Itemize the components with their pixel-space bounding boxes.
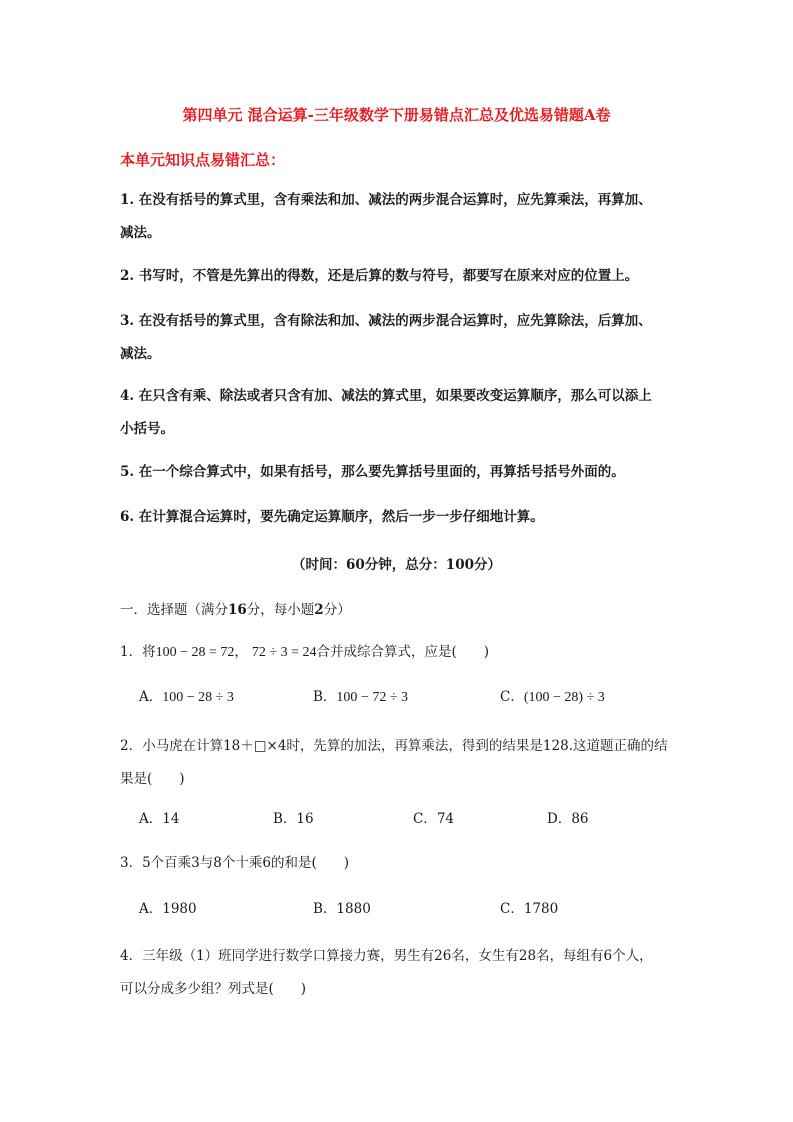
option-label: C． (413, 811, 437, 827)
exam-info: （时间：60分钟，总分：100分） (292, 557, 501, 573)
option-c[interactable] (500, 685, 605, 706)
rule-item (120, 380, 680, 446)
rule-item (120, 184, 680, 250)
option-a[interactable] (139, 685, 234, 706)
question-2 (120, 730, 680, 796)
section-prefix: 一．选择题（满分 (120, 602, 228, 618)
question-text: 4．三年级（1）班同学进行数学口算接力赛，男生有26名，女生有28名，每组有6个人， (120, 948, 653, 964)
option-a[interactable] (139, 807, 179, 827)
question-text: 果是( ) (120, 771, 185, 787)
rule-line: 3. 在没有括号的算式里，含有除法和加、减法的两步混合运算时，应先算除法，后算加、 (120, 313, 652, 329)
option-value: 16 (296, 811, 314, 827)
option-c[interactable] (500, 897, 558, 917)
question-4 (120, 940, 680, 1006)
separator: ， (234, 644, 248, 660)
rule-line: 减法。 (120, 346, 161, 362)
question-text: 合并成综合算式，应是( ) (316, 644, 490, 660)
document-title: 第四单元 混合运算-三年级数学下册易错点汇总及优选易错题A卷 (182, 106, 611, 124)
question-3 (120, 851, 349, 871)
option-value: 86 (571, 811, 589, 827)
option-label: D． (547, 811, 572, 827)
option-a[interactable] (139, 897, 197, 917)
option-label: B． (313, 689, 337, 705)
option-d[interactable] (547, 807, 589, 827)
option-label: A． (139, 689, 163, 705)
option-value: 1980 (162, 901, 197, 917)
question-text: 可以分成多少组？列式是( ) (120, 981, 307, 997)
option-label: C． (500, 901, 524, 917)
option-value: 1780 (523, 901, 559, 917)
option-b[interactable] (313, 897, 371, 917)
rule-line: 2. 书写时，不管是先算出的得数，还是后算的数与符号，都要写在原来对应的位置上。 (120, 268, 639, 284)
option-c[interactable] (413, 807, 454, 827)
rule-item (120, 501, 680, 534)
option-b[interactable] (273, 807, 314, 827)
option-label: C． (500, 689, 524, 705)
rule-item (120, 260, 680, 293)
summary-heading: 本单元知识点易错汇总： (120, 151, 286, 169)
rule-line: 6. 在计算混合运算时，要先确定运算顺序，然后一步一步仔细地计算。 (120, 509, 544, 525)
option-value: 100 − 28 ÷ 3 (162, 690, 234, 705)
option-value: 1880 (336, 901, 371, 917)
rule-line: 4. 在只含有乘、除法或者只含有加、减法的算式里，如果要改变运算顺序，那么可以添上 (120, 388, 652, 404)
rule-line: 小括号。 (120, 421, 174, 437)
question-text: 3．5个百乘3与8个十乘6的和是( ) (120, 855, 349, 871)
option-value: 14 (162, 811, 180, 827)
rule-item (120, 305, 680, 371)
option-value: (100 − 28) ÷ 3 (523, 690, 605, 705)
section-mid: 分，每小题 (246, 602, 315, 618)
rule-line: 1. 在没有括号的算式里，含有乘法和加、减法的两步混合运算时，应先算乘法，再算加、 (120, 192, 652, 208)
math-expression: 72 ÷ 3 = 24 (251, 645, 317, 660)
option-value: 74 (436, 811, 455, 827)
rule-line: 减法。 (120, 225, 161, 241)
option-label: B． (273, 811, 297, 827)
section-heading (120, 598, 351, 618)
option-label: A． (139, 811, 163, 827)
section-each: 2 (314, 602, 324, 618)
question-text: 2．小马虎在计算18＋□×4时，先算的加法，再算乘法，得到的结果是128.这道题正确的结 (120, 738, 668, 754)
section-suffix: 分） (323, 602, 351, 618)
rule-item (120, 456, 680, 489)
option-label: B． (313, 901, 337, 917)
section-score: 16 (228, 602, 247, 618)
option-value: 100 − 72 ÷ 3 (336, 690, 409, 705)
math-expression: 100 − 28 = 72 (155, 645, 235, 660)
option-label: A． (139, 901, 163, 917)
option-b[interactable] (313, 685, 408, 706)
rule-line: 5. 在一个综合算式中，如果有括号，那么要先算括号里面的，再算括号括号外面的。 (120, 464, 625, 480)
question-text: 1．将 (120, 644, 156, 660)
question-1 (120, 640, 489, 661)
